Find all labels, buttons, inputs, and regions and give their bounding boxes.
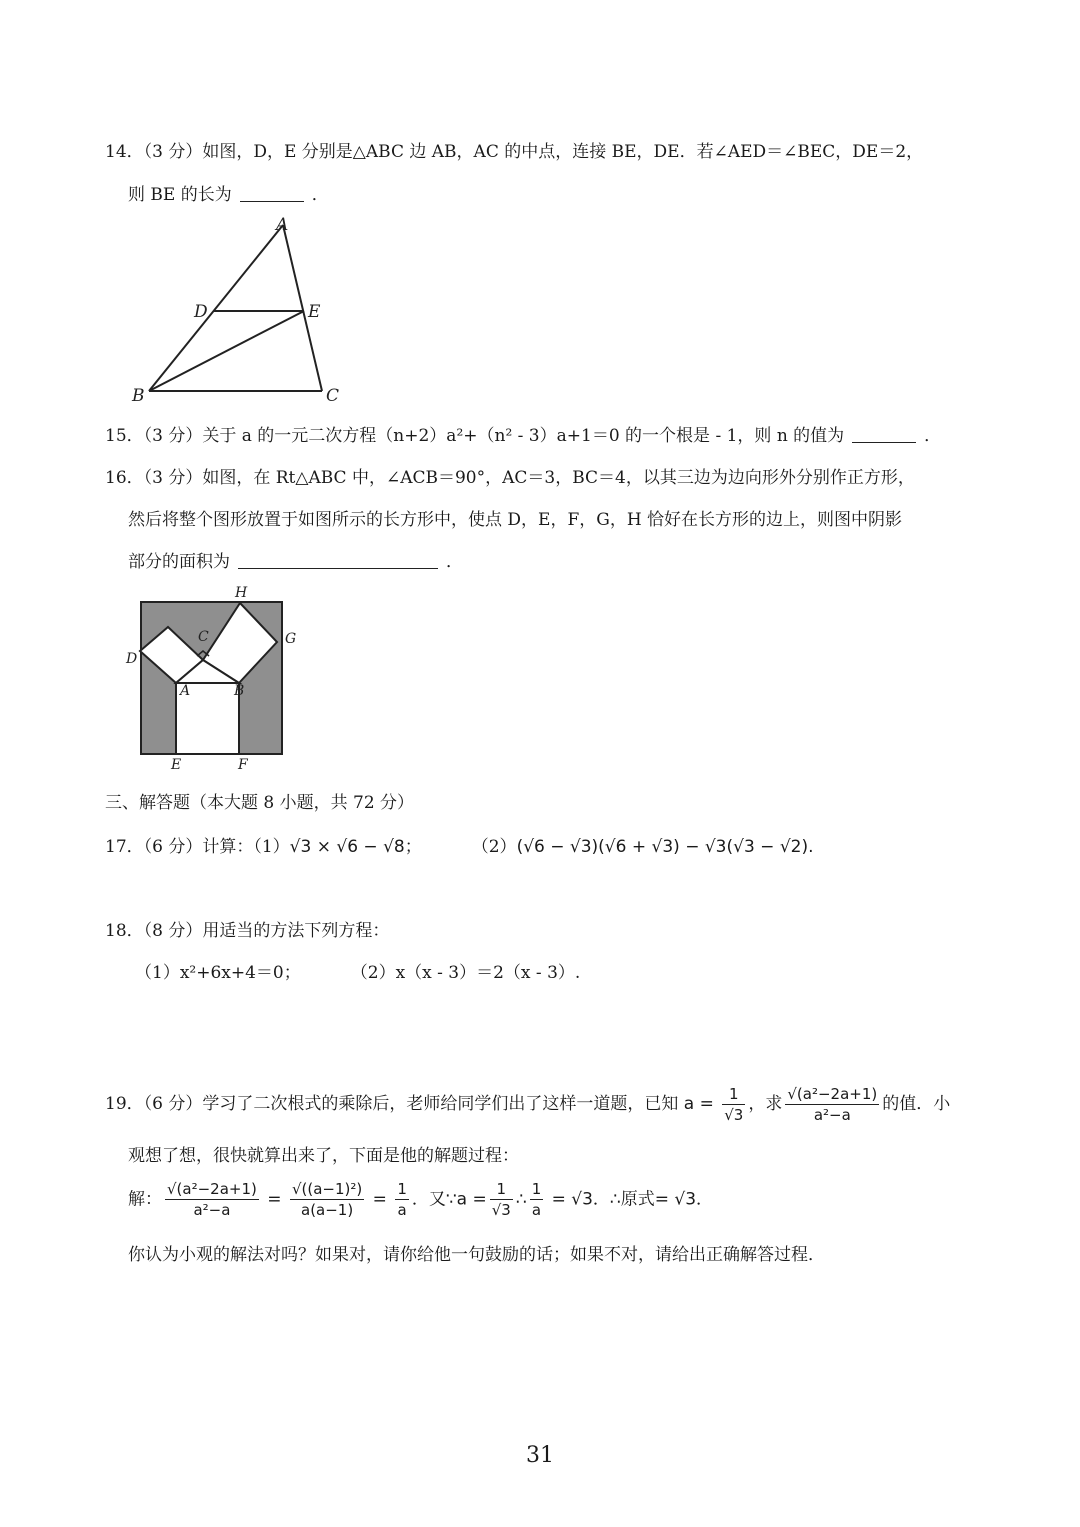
page-number: 31 bbox=[526, 1443, 554, 1468]
q19-sol-f1-den: a²−a bbox=[193, 1201, 231, 1219]
q19-sol-eq2: = bbox=[372, 1189, 387, 1210]
q19-sol-therefore: ∴ bbox=[515, 1189, 527, 1210]
q19-sol-f2-num: √((a−1)²) bbox=[291, 1180, 363, 1198]
q14-answer-blank bbox=[240, 185, 304, 202]
q19-ask-num: √(a²−2a+1) bbox=[787, 1085, 878, 1103]
q19-ask: ，求 bbox=[748, 1094, 783, 1114]
q19-sol-frac4 bbox=[490, 1180, 513, 1219]
squares-figure bbox=[122, 582, 322, 777]
q19-sol-f3-den: a bbox=[397, 1201, 407, 1219]
triangle-figure bbox=[128, 215, 358, 405]
q19-line2: 观想了想，很快就算出来了，下面是他的解题过程： bbox=[128, 1146, 519, 1166]
q17-label2: （2） bbox=[471, 837, 517, 857]
q19-sol-f4-num: 1 bbox=[490, 1180, 513, 1200]
q19-line4: 你认为小观的解法对吗？如果对，请你给他一句鼓励的话；如果不对，请给出正确解答过程． bbox=[128, 1245, 825, 1265]
q16-answer-blank bbox=[238, 552, 438, 569]
q15-suffix: ． bbox=[924, 426, 942, 446]
q19-given-lhs: a = bbox=[683, 1094, 714, 1114]
q19-sol-frac3 bbox=[395, 1180, 409, 1219]
fig16-label-g: G bbox=[285, 631, 297, 647]
q17-expr2: (√6 − √3)(√6 + √3) − √3(√3 − √2). bbox=[516, 837, 814, 857]
q19-sol-f1-num: √(a²−2a+1) bbox=[167, 1180, 257, 1198]
fig14-label-a: A bbox=[276, 215, 289, 235]
q19-sol-frac1 bbox=[165, 1180, 259, 1219]
q19-given-num: 1 bbox=[722, 1085, 745, 1105]
q19-given-fraction bbox=[722, 1085, 745, 1124]
q19-ask-den: a²−a bbox=[813, 1106, 851, 1124]
q16-line1: 16．（3 分）如图，在 Rt△ABC 中，∠ACB＝90°，AC＝3，BC＝4，以其三边为边向形外分别作正方形， bbox=[105, 468, 915, 488]
q14-line1: 14．（3 分）如图，D，E 分别是△ABC 边 AB，AC 的中点，连接 BE，DE．若∠AED＝∠BEC，DE＝2， bbox=[105, 142, 924, 162]
section-title: 三、解答题（本大题 8 小题，共 72 分） bbox=[105, 793, 415, 813]
q17-line bbox=[105, 832, 814, 857]
fig16-label-h: H bbox=[235, 585, 248, 601]
fig16-label-a: A bbox=[180, 683, 191, 699]
q15-answer-blank bbox=[852, 426, 916, 443]
q19-ask-fraction bbox=[785, 1085, 879, 1124]
q14-line2 bbox=[128, 180, 329, 205]
q18-parts bbox=[135, 958, 580, 983]
q19-sol-tail: = √3．∴原式= √3． bbox=[551, 1189, 714, 1210]
q16-suffix: ． bbox=[446, 552, 463, 572]
q19-sol-f5-den: a bbox=[531, 1201, 542, 1219]
q17-expr1: √3 × √6 − √8； bbox=[289, 837, 422, 857]
q19-intro: 19．（6 分）学习了二次根式的乘除后，老师给同学们出了这样一道题，已知 bbox=[105, 1094, 679, 1114]
fig16-label-f: F bbox=[238, 757, 248, 773]
fig16-label-d: D bbox=[126, 651, 138, 667]
q16-line2: 然后将整个图形放置于如图所示的长方形中，使点 D，E，F，G，H 恰好在长方形的边上，则图中阴影 bbox=[128, 510, 903, 530]
q15-line bbox=[105, 421, 941, 446]
q19-sol-frac2 bbox=[290, 1180, 364, 1219]
q19-sol-f2-den: a(a−1) bbox=[301, 1201, 354, 1219]
q18-title: 18．（8 分）用适当的方法下列方程： bbox=[105, 921, 390, 941]
q19-ask-tail: 的值．小 bbox=[882, 1094, 951, 1114]
q19-sol-f3-num: 1 bbox=[397, 1180, 407, 1198]
q19-sol-f5-num: 1 bbox=[531, 1180, 542, 1198]
q16-line3 bbox=[128, 547, 463, 572]
fig16-label-c: C bbox=[198, 629, 209, 645]
q14-prefix: 则 BE 的长为 bbox=[128, 185, 232, 205]
q19-sol-f4-den: √3 bbox=[491, 1201, 511, 1219]
q19-line1 bbox=[105, 1085, 950, 1135]
q19-sol-eq1: = bbox=[267, 1189, 282, 1210]
fig16-label-b: B bbox=[234, 683, 245, 699]
q19-sol-frac5 bbox=[530, 1180, 544, 1219]
fig14-label-c: C bbox=[326, 386, 340, 405]
q19-given-den: √3 bbox=[724, 1106, 744, 1124]
q18-part2: （2）x（x - 3）＝2（x - 3）. bbox=[350, 963, 581, 983]
fig16-label-e: E bbox=[171, 757, 182, 773]
fig14-label-b: B bbox=[132, 386, 145, 405]
q19-solution bbox=[128, 1180, 713, 1230]
q16-prefix: 部分的面积为 bbox=[128, 552, 230, 572]
fig14-label-d: D bbox=[194, 302, 208, 322]
q17-label: 17．（6 分）计算：（1） bbox=[105, 837, 290, 857]
q19-sol-prefix: 解： bbox=[128, 1189, 162, 1210]
q19-sol-mid: ．又∵a = bbox=[411, 1189, 487, 1210]
q15-text: 15．（3 分）关于 a 的一元二次方程（n+2）a²+（n² - 3）a+1＝0 的一个根是 - 1，则 n 的值为 bbox=[105, 426, 845, 446]
fig14-label-e: E bbox=[308, 302, 321, 322]
q14-suffix: ． bbox=[311, 185, 329, 205]
q18-part1: （1）x²+6x+4＝0； bbox=[135, 963, 301, 983]
